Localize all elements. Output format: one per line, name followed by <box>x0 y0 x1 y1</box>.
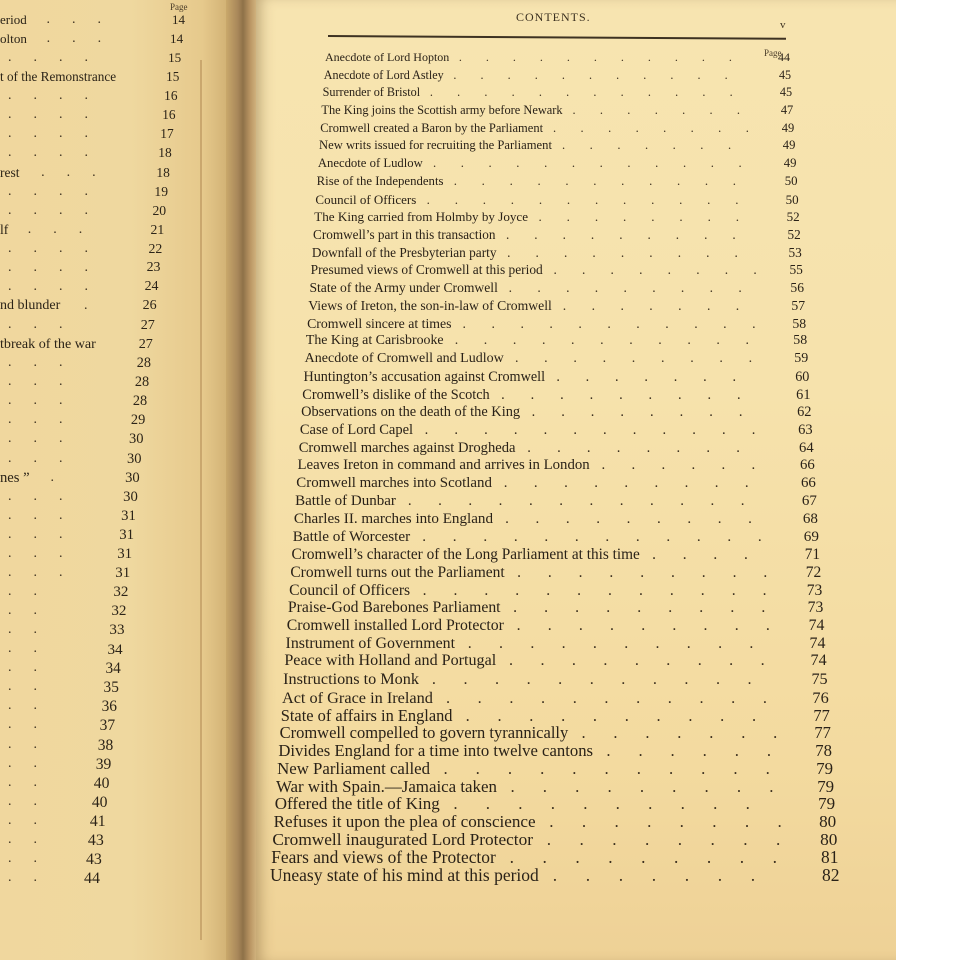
toc-entry <box>283 670 841 689</box>
toc-entry <box>292 546 835 564</box>
toc-entry <box>300 422 828 439</box>
leader-dots: .... <box>8 278 110 294</box>
left-toc-entry-page: 38 <box>97 736 114 754</box>
left-toc-entry-page: 14 <box>172 12 185 27</box>
toc-entry-page: 52 <box>787 227 801 243</box>
left-toc-entry-page: 18 <box>158 145 172 161</box>
toc-entry-title: Observations on the death of the King <box>301 404 521 421</box>
toc-entry-page: 67 <box>801 492 817 509</box>
leader-dots: ........ <box>553 120 774 135</box>
leader-dots: .... <box>8 50 110 66</box>
leader-dots: .......... <box>467 634 781 652</box>
left-toc-entry-page: 31 <box>115 564 131 581</box>
leader-dots: ... <box>8 317 85 333</box>
toc-entry <box>315 192 815 208</box>
leader-dots: .. <box>8 850 59 866</box>
leader-dots: ....... <box>572 102 765 117</box>
toc-entry <box>309 280 820 296</box>
toc-entry-page: 69 <box>803 528 819 546</box>
leader-dots: ......... <box>501 386 767 403</box>
toc-entry <box>311 262 820 278</box>
left-toc-entry-page: 18 <box>156 164 170 180</box>
toc-entry-page: 79 <box>816 758 834 778</box>
leader-dots: ........... <box>431 670 780 689</box>
leader-dots: ............ <box>426 191 764 207</box>
leader-dots: .. <box>8 755 59 771</box>
leader-dots: ........... <box>453 67 752 82</box>
left-toc-entry-page: 34 <box>107 641 123 659</box>
toc-entry-title: Uneasy state of his mind at this period <box>270 865 539 886</box>
leader-dots: ......... <box>503 475 776 492</box>
toc-entry-title: The King joins the Scottish army before Newark <box>321 102 563 117</box>
toc-entry-title: Presumed views of Cromwell at this period <box>310 262 543 278</box>
toc-entry <box>284 652 840 671</box>
toc-entry-page: 72 <box>805 563 822 581</box>
left-toc-entry-page: 17 <box>160 126 174 142</box>
left-toc-entry-page: 35 <box>103 679 119 697</box>
left-toc-entry-page: 27 <box>140 317 155 334</box>
toc-entry <box>281 706 844 726</box>
leader-dots: ....... <box>552 865 784 886</box>
toc-entry-title: Anecdote of Lord Astley <box>323 67 444 82</box>
toc-entry <box>306 333 823 350</box>
leader-dots: .... <box>8 240 110 256</box>
leader-dots: ......... <box>517 563 795 581</box>
toc-entry-page: 81 <box>821 847 839 868</box>
toc-entry <box>303 369 825 386</box>
toc-entry <box>313 227 818 243</box>
leader-dots: .. <box>8 698 59 714</box>
toc-entry <box>298 457 831 475</box>
leader-dots: ......... <box>507 244 763 260</box>
toc-entry-page: 52 <box>786 209 800 225</box>
left-toc-entry-page: 29 <box>130 412 146 429</box>
leader-dots: ............ <box>432 156 767 171</box>
toc-entry-title: Cromwell inaugurated Lord Protector <box>272 829 533 849</box>
toc-entry-title: Cromwell marches into Scotland <box>296 475 492 492</box>
toc-entry <box>288 599 838 618</box>
leader-dots: ......... <box>516 616 798 634</box>
leader-dots: .. <box>8 736 59 752</box>
left-toc-entry-page: 34 <box>105 660 121 678</box>
contents-heading: CONTENTS. <box>516 10 591 24</box>
left-toc-entry-title: tbreak of the war <box>0 336 96 353</box>
toc-entry <box>317 174 815 189</box>
toc-entry-title: Cromwell compelled to govern tyrannically <box>279 723 569 743</box>
left-toc-entry-page: 32 <box>113 584 129 600</box>
left-toc-entry-page: 30 <box>128 431 144 448</box>
left-toc-entry-page: 30 <box>125 469 140 486</box>
toc-entry <box>289 582 837 601</box>
toc-entry-title: Downfall of the Presbyterian party <box>311 244 497 260</box>
toc-entry-page: 49 <box>782 138 796 153</box>
toc-entry-page: 77 <box>814 723 831 743</box>
left-toc-entry-page: 16 <box>164 88 178 104</box>
toc-entry-title: Divides England for a time into twelve cantons <box>278 741 594 761</box>
toc-entry-title: Cromwell’s dislike of the Scotch <box>302 386 490 403</box>
toc-entry-title: Anecdote of Cromwell and Ludlow <box>304 351 504 367</box>
toc-entry-title: Cromwell’s part in this transaction <box>313 227 496 243</box>
toc-entry-title: Anecdote of Ludlow <box>317 156 423 171</box>
toc-entry-page: 44 <box>778 49 790 64</box>
left-toc-entry-page: 32 <box>111 603 127 620</box>
leader-dots: ... <box>8 564 85 580</box>
toc-entry-page: 57 <box>791 297 806 313</box>
toc-entry-title: New writs issued for recruiting the Parliament <box>319 138 552 153</box>
left-toc-entry-page: 15 <box>166 69 180 85</box>
leader-dots: .... <box>8 259 110 275</box>
leader-dots: ....... <box>556 368 762 385</box>
toc-entry-title: Cromwell turns out the Parliament <box>290 563 505 581</box>
toc-entry-title: Instrument of Government <box>285 634 455 652</box>
toc-entry-page: 58 <box>793 333 808 349</box>
toc-entry-page: 71 <box>804 546 821 564</box>
toc-entry <box>282 688 842 708</box>
leader-dots: ... <box>8 545 85 561</box>
toc-entry-title: Cromwell marches against Drogheda <box>298 439 516 456</box>
toc-entry-page: 56 <box>790 280 805 296</box>
leader-dots: ......... <box>508 280 768 296</box>
toc-entry-title: Battle of Worcester <box>292 528 411 546</box>
leader-dots: ........... <box>453 173 761 188</box>
toc-entry-page: 80 <box>820 829 838 849</box>
toc-entry <box>286 635 840 654</box>
leader-dots: .... <box>8 88 110 104</box>
left-toc-entry-page: 39 <box>95 755 112 773</box>
toc-entry <box>301 404 827 421</box>
leader-dots: .... <box>8 126 110 142</box>
toc-entry-page: 74 <box>810 652 827 670</box>
leader-dots: ... <box>41 164 118 180</box>
toc-entry <box>324 68 809 83</box>
leader-dots: ............ <box>424 422 782 438</box>
left-toc-entry-page: 23 <box>146 259 161 275</box>
toc-entry-page: 82 <box>822 865 840 886</box>
leader-dots: ............ <box>422 581 794 599</box>
left-toc-entry-page: 20 <box>152 202 167 218</box>
left-toc-entry-page: 31 <box>119 526 134 543</box>
left-toc-entry-page: 27 <box>138 336 153 353</box>
toc-entry <box>305 351 825 368</box>
toc-entry <box>319 138 813 153</box>
toc-entry <box>318 156 814 171</box>
leader-dots: ... <box>8 450 85 466</box>
leader-dots: . <box>84 298 110 313</box>
toc-entry-page: 66 <box>800 457 815 474</box>
left-toc-entry-title: t of the Remonstrance <box>0 69 117 85</box>
left-toc-entry-page: 14 <box>170 31 184 47</box>
left-toc-entry-page: 43 <box>85 850 102 868</box>
toc-entry-page: 73 <box>807 599 824 617</box>
toc-entry-title: State of affairs in England <box>280 705 453 725</box>
leader-dots: .... <box>8 145 110 161</box>
toc-entry <box>308 298 821 314</box>
leader-dots: .......... <box>465 705 784 725</box>
left-toc-entry-page: 21 <box>150 221 165 237</box>
leader-dots: ........ <box>538 209 764 225</box>
toc-entry <box>312 245 819 261</box>
leader-dots: ........ <box>546 829 809 849</box>
leader-dots: . <box>50 469 76 485</box>
toc-entry <box>290 564 835 583</box>
left-toc-entry-page: 30 <box>123 488 138 505</box>
toc-entry-page: 79 <box>817 776 835 796</box>
leader-dots: .... <box>8 202 110 218</box>
left-toc-entry-page: 19 <box>154 183 168 199</box>
toc-entry-title: State of the Army under Cromwell <box>309 280 498 296</box>
toc-entry-page: 73 <box>806 581 823 599</box>
toc-entry-page: 79 <box>818 794 836 814</box>
left-toc-entry-page: 36 <box>101 698 117 716</box>
leader-dots: ........ <box>527 439 767 456</box>
left-toc-entry-page: 24 <box>144 278 159 294</box>
toc-entry <box>296 475 831 493</box>
leader-dots: .. <box>8 831 59 847</box>
left-toc-entry-title: lf <box>0 221 9 237</box>
toc-entry <box>325 50 808 64</box>
leader-dots: .. <box>8 774 59 790</box>
leader-dots: ...... <box>601 457 782 474</box>
toc-entry-title: Surrender of Bristol <box>322 85 421 100</box>
leader-dots: ......... <box>513 599 793 617</box>
leader-dots: ............ <box>429 85 757 100</box>
toc-entry <box>299 440 829 458</box>
toc-entry-page: 50 <box>784 173 798 188</box>
leader-dots: ....... <box>562 297 765 313</box>
leader-dots: .. <box>8 717 59 733</box>
leader-dots: ... <box>8 412 85 428</box>
left-toc-entry-page: 33 <box>109 622 125 639</box>
toc-entry-title: Huntington’s accusation against Cromwell <box>303 368 546 385</box>
left-toc-entry-page: 31 <box>117 545 133 562</box>
left-toc-entry-page: 28 <box>132 393 148 410</box>
toc-entry-page: 76 <box>812 687 829 707</box>
toc-entry-page: 74 <box>809 634 826 652</box>
leader-dots: ... <box>27 221 105 237</box>
toc-entry-title: Refuses it upon the plea of conscience <box>273 811 536 831</box>
leader-dots: .. <box>8 622 59 638</box>
toc-entry-page: 58 <box>792 315 807 331</box>
book-gutter <box>226 0 260 960</box>
leader-dots: .. <box>8 584 59 599</box>
left-toc-entry-page: 16 <box>162 107 176 123</box>
toc-entry-title: Leaves Ireton in command and arrives in London <box>297 457 590 474</box>
toc-entry-title: Views of Ireton, the son-in-law of Cromwell <box>308 297 552 313</box>
left-toc-entry-title: rest <box>0 164 20 180</box>
toc-entry-page: 77 <box>813 705 830 725</box>
toc-entry-page: 49 <box>781 120 795 135</box>
leader-dots: .... <box>8 183 110 199</box>
leader-dots: .... <box>8 107 110 123</box>
left-toc-entry-page: 40 <box>93 774 110 792</box>
leader-dots: ........ <box>531 404 769 421</box>
leader-dots: ........... <box>443 758 798 778</box>
leader-dots: ......... <box>510 776 802 796</box>
toc-entry <box>287 617 839 636</box>
left-toc-entry-title: nd blunder <box>0 298 61 313</box>
page-number: v <box>780 19 786 31</box>
leader-dots: ... <box>8 355 85 371</box>
toc-entry <box>294 511 833 529</box>
leader-dots: ... <box>8 374 85 390</box>
leader-dots: ......... <box>505 227 761 243</box>
toc-entry-page: 61 <box>796 386 811 403</box>
leader-dots: .. <box>8 660 59 676</box>
toc-entry-title: Cromwell installed Lord Protector <box>286 616 504 634</box>
toc-entry-page: 45 <box>778 67 792 82</box>
toc-entry <box>295 493 832 511</box>
toc-entry-page: 60 <box>795 368 810 385</box>
leader-dots: ........ <box>549 811 811 831</box>
toc-entry <box>293 528 834 546</box>
toc-entry <box>314 209 816 225</box>
left-toc-entry-page: 28 <box>136 355 151 372</box>
leader-dots: .. <box>8 641 59 657</box>
left-toc-entry-page: 43 <box>87 831 104 849</box>
toc-entry-page: 80 <box>819 811 837 831</box>
background <box>896 0 960 960</box>
leader-dots: ............ <box>422 528 789 546</box>
toc-entry-page: 53 <box>788 244 802 260</box>
leader-dots: .... <box>652 546 775 564</box>
leader-dots: ... <box>46 31 124 47</box>
leader-dots: ........... <box>445 687 795 707</box>
leader-dots: .. <box>8 870 59 885</box>
leader-dots: ........... <box>462 315 782 331</box>
toc-entry-title: Council of Officers <box>289 581 411 599</box>
toc-entry-title: Fears and views of the Protector <box>271 847 496 868</box>
toc-entry-title: Battle of Dunbar <box>295 492 396 509</box>
leader-dots: ........... <box>454 333 775 349</box>
toc-entry-title: Charles II. marches into England <box>293 510 493 527</box>
left-page-column-label: Page <box>170 2 188 12</box>
left-toc-entry-page: 26 <box>142 298 157 313</box>
left-toc-entry-page: 22 <box>148 240 163 256</box>
toc-entry-title: Cromwell’s character of the Long Parliament at this time <box>291 546 640 564</box>
leader-dots: ... <box>8 526 85 542</box>
toc-entry-title: Instructions to Monk <box>283 670 419 689</box>
leader-dots: .. <box>8 679 59 695</box>
toc-entry-title: Cromwell sincere at times <box>307 315 452 331</box>
left-toc-entry-title: olton <box>0 31 27 47</box>
toc-entry <box>270 865 852 886</box>
left-toc-entry-page: 41 <box>89 812 106 830</box>
toc-entry <box>321 103 810 118</box>
leader-dots: ......... <box>514 351 778 367</box>
leader-dots: ....... <box>581 723 806 743</box>
left-toc-entry-page: 31 <box>121 507 136 524</box>
leader-dots: ... <box>8 393 85 409</box>
toc-entry <box>307 316 822 333</box>
toc-entry-page: 66 <box>800 475 816 492</box>
leader-dots: .. <box>8 603 59 619</box>
left-toc-entry-page: 40 <box>91 793 108 811</box>
toc-entry-page: 55 <box>789 262 803 278</box>
toc-entry-page: 62 <box>797 404 812 421</box>
leader-dots: .. <box>8 812 59 828</box>
leader-dots: ........ <box>553 262 782 278</box>
leader-dots: ....... <box>562 138 756 153</box>
leader-dots: ... <box>8 431 85 447</box>
toc-entry-title: Rise of the Independents <box>316 173 444 188</box>
toc-entry-page: 47 <box>780 102 794 117</box>
toc-entry-page: 50 <box>785 191 799 207</box>
toc-entry-page: 59 <box>794 351 809 367</box>
toc-entry-page: 49 <box>783 156 797 171</box>
toc-entry-page: 45 <box>779 85 793 100</box>
toc-entry-page: 78 <box>815 741 832 761</box>
toc-entry-page: 64 <box>799 439 814 456</box>
leader-dots: ......... <box>505 510 779 527</box>
page-column-label: Page <box>764 48 782 58</box>
toc-entry-title: Offered the title of King <box>274 794 440 814</box>
toc-entry-title: Cromwell created a Baron by the Parliament <box>320 120 544 135</box>
toc-entry <box>302 387 826 404</box>
leader-dots: ............ <box>407 492 772 509</box>
toc-entry-title: Council of Officers <box>315 191 417 207</box>
toc-entry-title: The King carried from Holmby by Joyce <box>314 209 529 225</box>
toc-entry-page: 63 <box>798 422 813 438</box>
leader-dots: ... <box>46 12 123 27</box>
toc-entry-title: Anecdote of Lord Hopton <box>325 49 450 64</box>
left-toc-entry-page: 28 <box>134 374 150 391</box>
leader-dots: .......... <box>453 794 779 814</box>
left-toc-entry-page: 30 <box>127 450 142 467</box>
leader-dots: ... <box>8 488 85 504</box>
left-toc-entry-title: nes ” <box>0 469 30 486</box>
toc-entry-title: Case of Lord Capel <box>299 422 414 438</box>
toc-entry-page: 68 <box>802 510 818 527</box>
toc-entry-title: The King at Carisbrooke <box>305 333 444 349</box>
toc-entry-page: 75 <box>811 670 828 689</box>
toc-entry <box>323 85 810 100</box>
left-toc-entry-page: 15 <box>168 50 182 66</box>
leader-dots: ........... <box>458 49 756 64</box>
toc-entry-title: Act of Grace in Ireland <box>281 687 433 707</box>
toc-entry-title: War with Spain.—Jamaica taken <box>275 776 497 796</box>
leader-dots: ... <box>8 507 85 523</box>
toc-entry-title: New Parliament called <box>277 758 431 778</box>
toc-entry-title: Praise-God Barebones Parliament <box>287 599 501 617</box>
left-toc-entry-title: eriod <box>0 12 27 27</box>
leader-dots: ......... <box>509 652 793 670</box>
left-toc-entry-page: 44 <box>84 870 100 887</box>
leader-dots: .. <box>8 793 59 809</box>
left-toc-entry-page: 37 <box>99 717 116 735</box>
toc-entry-page: 74 <box>808 616 825 634</box>
toc-entry-title: Peace with Holland and Portugal <box>284 652 497 670</box>
leader-dots: ...... <box>606 741 799 761</box>
leader-dots: ......... <box>509 847 806 868</box>
binding-thread <box>200 60 206 940</box>
toc-entry <box>320 121 812 136</box>
